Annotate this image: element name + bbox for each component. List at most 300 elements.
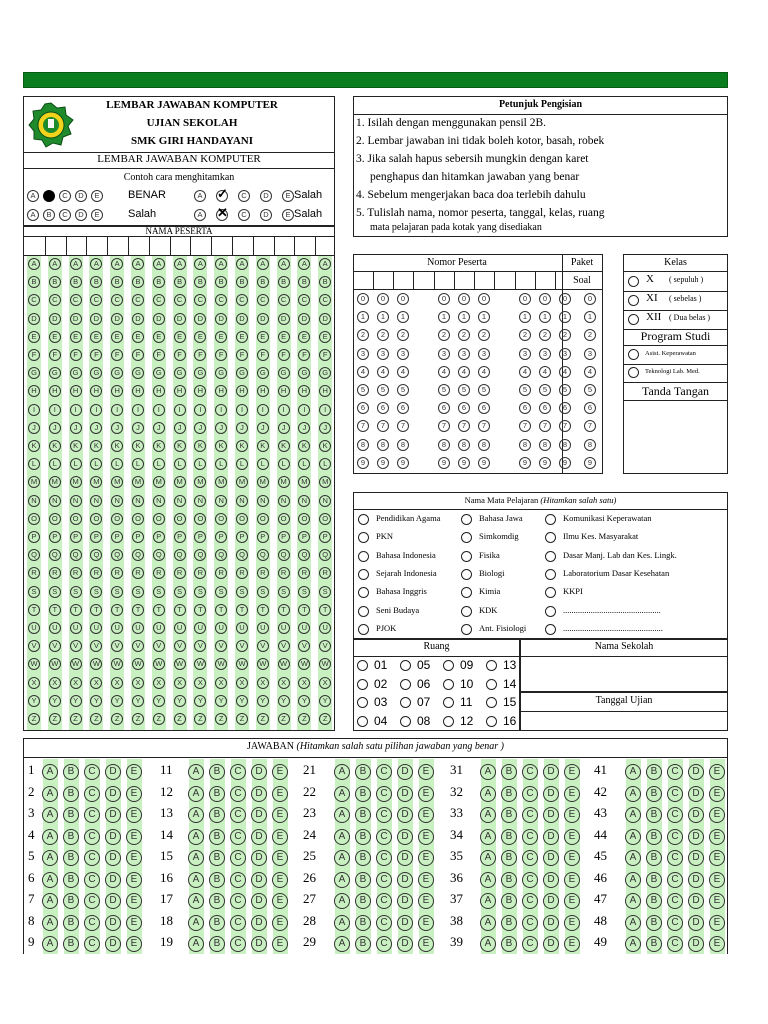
- answer-bubble[interactable]: A: [480, 764, 496, 780]
- name-bubble[interactable]: B: [132, 276, 144, 288]
- ruang-radio[interactable]: [400, 697, 411, 708]
- answer-bubble[interactable]: B: [501, 829, 517, 845]
- name-bubble[interactable]: G: [236, 367, 248, 379]
- name-bubble[interactable]: B: [153, 276, 165, 288]
- name-bubble[interactable]: Z: [28, 713, 40, 725]
- name-bubble[interactable]: B: [174, 276, 186, 288]
- answer-bubble[interactable]: A: [480, 786, 496, 802]
- nomor-bubble[interactable]: 9: [438, 457, 450, 469]
- answer-bubble[interactable]: A: [188, 872, 204, 888]
- answer-bubble[interactable]: E: [272, 850, 288, 866]
- nomor-bubble[interactable]: 6: [559, 402, 571, 414]
- name-bubble[interactable]: W: [90, 658, 102, 670]
- answer-bubble[interactable]: C: [522, 807, 538, 823]
- name-bubble[interactable]: I: [278, 404, 290, 416]
- nomor-bubble[interactable]: 3: [357, 348, 369, 360]
- name-bubble[interactable]: C: [278, 294, 290, 306]
- answer-bubble[interactable]: A: [625, 915, 641, 931]
- name-bubble[interactable]: A: [215, 258, 227, 270]
- nomor-bubble[interactable]: 9: [458, 457, 470, 469]
- answer-bubble[interactable]: A: [480, 936, 496, 952]
- name-bubble[interactable]: O: [298, 513, 310, 525]
- name-bubble[interactable]: R: [236, 567, 248, 579]
- answer-bubble[interactable]: A: [334, 807, 350, 823]
- name-bubble[interactable]: K: [28, 440, 40, 452]
- answer-bubble[interactable]: A: [625, 850, 641, 866]
- name-bubble[interactable]: C: [257, 294, 269, 306]
- name-bubble[interactable]: W: [298, 658, 310, 670]
- nomor-bubble[interactable]: 5: [458, 384, 470, 396]
- name-bubble[interactable]: R: [153, 567, 165, 579]
- name-bubble[interactable]: P: [236, 531, 248, 543]
- mapel-radio[interactable]: [545, 569, 556, 580]
- name-bubble[interactable]: H: [194, 385, 206, 397]
- nomor-bubble[interactable]: 5: [478, 384, 490, 396]
- name-bubble[interactable]: A: [236, 258, 248, 270]
- name-bubble[interactable]: V: [90, 640, 102, 652]
- name-bubble[interactable]: M: [174, 476, 186, 488]
- name-bubble[interactable]: B: [257, 276, 269, 288]
- name-bubble[interactable]: M: [236, 476, 248, 488]
- mapel-radio[interactable]: [358, 514, 369, 525]
- name-bubble[interactable]: R: [257, 567, 269, 579]
- name-bubble[interactable]: D: [194, 313, 206, 325]
- name-bubble[interactable]: Z: [319, 713, 331, 725]
- answer-bubble[interactable]: D: [251, 786, 267, 802]
- name-bubble[interactable]: O: [174, 513, 186, 525]
- nomor-bubble[interactable]: 1: [397, 311, 409, 323]
- name-bubble[interactable]: P: [132, 531, 144, 543]
- name-bubble[interactable]: S: [70, 586, 82, 598]
- program-radio[interactable]: [628, 349, 639, 360]
- nomor-bubble[interactable]: 6: [458, 402, 470, 414]
- answer-bubble[interactable]: D: [105, 764, 121, 780]
- name-bubble[interactable]: X: [153, 677, 165, 689]
- nomor-bubble[interactable]: 2: [458, 329, 470, 341]
- answer-bubble[interactable]: A: [480, 915, 496, 931]
- nomor-bubble[interactable]: 3: [539, 348, 551, 360]
- answer-bubble[interactable]: B: [355, 807, 371, 823]
- answer-bubble[interactable]: B: [63, 807, 79, 823]
- name-bubble[interactable]: B: [90, 276, 102, 288]
- name-bubble[interactable]: H: [70, 385, 82, 397]
- answer-bubble[interactable]: A: [334, 786, 350, 802]
- name-bubble[interactable]: A: [153, 258, 165, 270]
- name-bubble[interactable]: M: [70, 476, 82, 488]
- name-bubble[interactable]: T: [236, 604, 248, 616]
- name-bubble[interactable]: Q: [319, 549, 331, 561]
- answer-bubble[interactable]: E: [126, 786, 142, 802]
- answer-bubble[interactable]: E: [564, 850, 580, 866]
- name-bubble[interactable]: L: [298, 458, 310, 470]
- name-bubble[interactable]: M: [153, 476, 165, 488]
- name-bubble[interactable]: H: [174, 385, 186, 397]
- name-bubble[interactable]: R: [49, 567, 61, 579]
- name-bubble[interactable]: E: [174, 331, 186, 343]
- name-bubble[interactable]: J: [153, 422, 165, 434]
- name-bubble[interactable]: G: [174, 367, 186, 379]
- paket-bubble[interactable]: 7: [584, 420, 596, 432]
- name-bubble[interactable]: F: [194, 349, 206, 361]
- answer-bubble[interactable]: C: [522, 850, 538, 866]
- name-bubble[interactable]: O: [153, 513, 165, 525]
- name-bubble[interactable]: B: [28, 276, 40, 288]
- answer-bubble[interactable]: E: [418, 872, 434, 888]
- name-bubble[interactable]: Z: [153, 713, 165, 725]
- answer-bubble[interactable]: C: [84, 893, 100, 909]
- name-bubble[interactable]: Z: [298, 713, 310, 725]
- nomor-bubble[interactable]: 8: [478, 439, 490, 451]
- name-bubble[interactable]: C: [194, 294, 206, 306]
- name-bubble[interactable]: D: [49, 313, 61, 325]
- nomor-bubble[interactable]: 2: [478, 329, 490, 341]
- name-bubble[interactable]: O: [111, 513, 123, 525]
- answer-bubble[interactable]: D: [543, 786, 559, 802]
- name-bubble[interactable]: E: [90, 331, 102, 343]
- answer-bubble[interactable]: B: [501, 764, 517, 780]
- name-bubble[interactable]: S: [194, 586, 206, 598]
- name-bubble[interactable]: K: [174, 440, 186, 452]
- name-bubble[interactable]: D: [298, 313, 310, 325]
- answer-bubble[interactable]: C: [522, 764, 538, 780]
- answer-bubble[interactable]: E: [272, 764, 288, 780]
- answer-bubble[interactable]: E: [272, 786, 288, 802]
- answer-bubble[interactable]: E: [272, 915, 288, 931]
- name-bubble[interactable]: Q: [298, 549, 310, 561]
- name-bubble[interactable]: I: [49, 404, 61, 416]
- name-bubble[interactable]: O: [236, 513, 248, 525]
- name-bubble[interactable]: X: [28, 677, 40, 689]
- nomor-bubble[interactable]: 6: [539, 402, 551, 414]
- name-bubble[interactable]: C: [49, 294, 61, 306]
- name-bubble[interactable]: N: [70, 495, 82, 507]
- name-bubble[interactable]: U: [319, 622, 331, 634]
- answer-bubble[interactable]: D: [105, 936, 121, 952]
- name-bubble[interactable]: B: [319, 276, 331, 288]
- name-bubble[interactable]: Y: [70, 695, 82, 707]
- answer-bubble[interactable]: D: [688, 915, 704, 931]
- answer-bubble[interactable]: B: [646, 829, 662, 845]
- name-bubble[interactable]: H: [111, 385, 123, 397]
- name-bubble[interactable]: T: [215, 604, 227, 616]
- answer-bubble[interactable]: E: [564, 872, 580, 888]
- name-bubble[interactable]: A: [70, 258, 82, 270]
- name-bubble[interactable]: E: [215, 331, 227, 343]
- name-bubble[interactable]: I: [70, 404, 82, 416]
- name-bubble[interactable]: H: [278, 385, 290, 397]
- name-bubble[interactable]: K: [278, 440, 290, 452]
- answer-bubble[interactable]: E: [564, 807, 580, 823]
- paket-bubble[interactable]: 3: [584, 348, 596, 360]
- name-bubble[interactable]: Z: [215, 713, 227, 725]
- answer-bubble[interactable]: B: [63, 786, 79, 802]
- name-bubble[interactable]: H: [28, 385, 40, 397]
- answer-bubble[interactable]: A: [625, 872, 641, 888]
- name-bubble[interactable]: P: [49, 531, 61, 543]
- name-bubble[interactable]: L: [319, 458, 331, 470]
- answer-bubble[interactable]: E: [709, 872, 725, 888]
- name-bubble[interactable]: C: [319, 294, 331, 306]
- nomor-bubble[interactable]: 1: [357, 311, 369, 323]
- ruang-radio[interactable]: [443, 660, 454, 671]
- name-bubble[interactable]: F: [90, 349, 102, 361]
- answer-bubble[interactable]: C: [522, 786, 538, 802]
- name-bubble[interactable]: R: [278, 567, 290, 579]
- name-bubble[interactable]: X: [132, 677, 144, 689]
- name-bubble[interactable]: U: [111, 622, 123, 634]
- name-bubble[interactable]: Y: [174, 695, 186, 707]
- name-bubble[interactable]: Y: [28, 695, 40, 707]
- answer-bubble[interactable]: E: [126, 829, 142, 845]
- mapel-radio[interactable]: [358, 624, 369, 635]
- nomor-bubble[interactable]: 5: [377, 384, 389, 396]
- name-bubble[interactable]: X: [49, 677, 61, 689]
- answer-bubble[interactable]: E: [564, 915, 580, 931]
- name-bubble[interactable]: P: [111, 531, 123, 543]
- name-bubble[interactable]: M: [257, 476, 269, 488]
- answer-bubble[interactable]: C: [84, 850, 100, 866]
- name-bubble[interactable]: K: [236, 440, 248, 452]
- name-bubble[interactable]: F: [319, 349, 331, 361]
- answer-bubble[interactable]: E: [418, 764, 434, 780]
- nomor-bubble[interactable]: 0: [357, 293, 369, 305]
- answer-bubble[interactable]: D: [105, 829, 121, 845]
- answer-bubble[interactable]: C: [667, 764, 683, 780]
- answer-bubble[interactable]: B: [501, 807, 517, 823]
- answer-bubble[interactable]: E: [418, 807, 434, 823]
- name-bubble[interactable]: W: [319, 658, 331, 670]
- answer-bubble[interactable]: D: [105, 786, 121, 802]
- name-bubble[interactable]: G: [215, 367, 227, 379]
- program-radio[interactable]: [628, 367, 639, 378]
- name-bubble[interactable]: E: [132, 331, 144, 343]
- name-bubble[interactable]: U: [28, 622, 40, 634]
- name-bubble[interactable]: Y: [236, 695, 248, 707]
- answer-bubble[interactable]: C: [230, 786, 246, 802]
- name-bubble[interactable]: B: [298, 276, 310, 288]
- name-bubble[interactable]: U: [174, 622, 186, 634]
- name-bubble[interactable]: S: [236, 586, 248, 598]
- answer-bubble[interactable]: E: [709, 915, 725, 931]
- name-bubble[interactable]: Y: [257, 695, 269, 707]
- name-bubble[interactable]: C: [153, 294, 165, 306]
- nomor-bubble[interactable]: 9: [377, 457, 389, 469]
- answer-bubble[interactable]: C: [667, 829, 683, 845]
- name-bubble[interactable]: U: [257, 622, 269, 634]
- name-bubble[interactable]: L: [70, 458, 82, 470]
- mapel-radio[interactable]: [358, 569, 369, 580]
- nomor-bubble[interactable]: 9: [397, 457, 409, 469]
- answer-bubble[interactable]: C: [667, 872, 683, 888]
- answer-bubble[interactable]: C: [230, 807, 246, 823]
- nomor-bubble[interactable]: 3: [377, 348, 389, 360]
- nomor-bubble[interactable]: 4: [377, 366, 389, 378]
- name-bubble[interactable]: R: [90, 567, 102, 579]
- name-bubble[interactable]: S: [28, 586, 40, 598]
- answer-bubble[interactable]: D: [251, 829, 267, 845]
- name-bubble[interactable]: L: [49, 458, 61, 470]
- name-bubble[interactable]: Z: [257, 713, 269, 725]
- answer-bubble[interactable]: D: [543, 807, 559, 823]
- paket-bubble[interactable]: 6: [584, 402, 596, 414]
- answer-bubble[interactable]: B: [501, 915, 517, 931]
- answer-bubble[interactable]: D: [105, 872, 121, 888]
- name-bubble[interactable]: C: [111, 294, 123, 306]
- answer-bubble[interactable]: C: [522, 893, 538, 909]
- name-bubble[interactable]: L: [215, 458, 227, 470]
- answer-bubble[interactable]: E: [418, 893, 434, 909]
- name-bubble[interactable]: F: [257, 349, 269, 361]
- name-bubble[interactable]: V: [132, 640, 144, 652]
- nomor-bubble[interactable]: 3: [458, 348, 470, 360]
- name-bubble[interactable]: N: [174, 495, 186, 507]
- nomor-bubble[interactable]: 2: [438, 329, 450, 341]
- answer-bubble[interactable]: D: [397, 807, 413, 823]
- answer-bubble[interactable]: E: [564, 829, 580, 845]
- name-bubble[interactable]: S: [174, 586, 186, 598]
- name-bubble[interactable]: H: [153, 385, 165, 397]
- name-bubble[interactable]: U: [153, 622, 165, 634]
- name-bubble[interactable]: T: [257, 604, 269, 616]
- name-bubble[interactable]: M: [319, 476, 331, 488]
- nomor-bubble[interactable]: 5: [438, 384, 450, 396]
- name-bubble[interactable]: G: [132, 367, 144, 379]
- answer-bubble[interactable]: D: [688, 872, 704, 888]
- nomor-bubble[interactable]: 8: [539, 439, 551, 451]
- answer-bubble[interactable]: E: [709, 807, 725, 823]
- nomor-bubble[interactable]: 7: [559, 420, 571, 432]
- name-bubble[interactable]: F: [153, 349, 165, 361]
- nomor-bubble[interactable]: 2: [357, 329, 369, 341]
- name-bubble[interactable]: R: [215, 567, 227, 579]
- name-bubble[interactable]: P: [90, 531, 102, 543]
- name-bubble[interactable]: R: [298, 567, 310, 579]
- name-bubble[interactable]: Q: [49, 549, 61, 561]
- name-bubble[interactable]: C: [90, 294, 102, 306]
- name-bubble[interactable]: W: [153, 658, 165, 670]
- name-bubble[interactable]: T: [174, 604, 186, 616]
- answer-bubble[interactable]: A: [625, 807, 641, 823]
- answer-bubble[interactable]: A: [42, 915, 58, 931]
- name-bubble[interactable]: J: [174, 422, 186, 434]
- name-bubble[interactable]: X: [70, 677, 82, 689]
- nomor-bubble[interactable]: 9: [357, 457, 369, 469]
- name-bubble[interactable]: J: [194, 422, 206, 434]
- name-bubble[interactable]: L: [111, 458, 123, 470]
- name-bubble[interactable]: X: [111, 677, 123, 689]
- answer-bubble[interactable]: C: [522, 915, 538, 931]
- name-bubble[interactable]: Z: [70, 713, 82, 725]
- name-bubble[interactable]: F: [132, 349, 144, 361]
- nomor-bubble[interactable]: 2: [559, 329, 571, 341]
- answer-bubble[interactable]: E: [272, 829, 288, 845]
- name-bubble[interactable]: M: [194, 476, 206, 488]
- name-bubble[interactable]: P: [278, 531, 290, 543]
- answer-bubble[interactable]: C: [667, 936, 683, 952]
- name-bubble[interactable]: G: [49, 367, 61, 379]
- answer-bubble[interactable]: E: [709, 850, 725, 866]
- nomor-bubble[interactable]: 8: [357, 439, 369, 451]
- name-bubble[interactable]: C: [236, 294, 248, 306]
- name-bubble[interactable]: A: [90, 258, 102, 270]
- answer-bubble[interactable]: A: [334, 850, 350, 866]
- name-bubble[interactable]: U: [194, 622, 206, 634]
- name-bubble[interactable]: D: [90, 313, 102, 325]
- paket-bubble[interactable]: 5: [584, 384, 596, 396]
- answer-bubble[interactable]: B: [646, 893, 662, 909]
- answer-bubble[interactable]: D: [397, 893, 413, 909]
- name-bubble[interactable]: I: [319, 404, 331, 416]
- nomor-bubble[interactable]: 6: [377, 402, 389, 414]
- answer-bubble[interactable]: B: [355, 786, 371, 802]
- ruang-radio[interactable]: [400, 716, 411, 727]
- answer-bubble[interactable]: D: [251, 807, 267, 823]
- answer-bubble[interactable]: A: [480, 807, 496, 823]
- name-bubble[interactable]: W: [257, 658, 269, 670]
- name-bubble[interactable]: P: [28, 531, 40, 543]
- nomor-bubble[interactable]: 8: [519, 439, 531, 451]
- name-bubble[interactable]: N: [298, 495, 310, 507]
- answer-bubble[interactable]: B: [355, 936, 371, 952]
- answer-bubble[interactable]: E: [564, 936, 580, 952]
- answer-bubble[interactable]: E: [126, 915, 142, 931]
- nomor-bubble[interactable]: 8: [397, 439, 409, 451]
- nomor-bubble[interactable]: 8: [559, 439, 571, 451]
- paket-bubble[interactable]: 2: [584, 329, 596, 341]
- paket-bubble[interactable]: 1: [584, 311, 596, 323]
- name-bubble[interactable]: W: [132, 658, 144, 670]
- answer-bubble[interactable]: D: [251, 850, 267, 866]
- answer-bubble[interactable]: A: [188, 915, 204, 931]
- name-bubble[interactable]: W: [194, 658, 206, 670]
- name-bubble[interactable]: K: [90, 440, 102, 452]
- name-bubble[interactable]: M: [111, 476, 123, 488]
- nomor-bubble[interactable]: 1: [559, 311, 571, 323]
- nomor-bubble[interactable]: 6: [397, 402, 409, 414]
- name-bubble[interactable]: D: [215, 313, 227, 325]
- answer-bubble[interactable]: C: [84, 872, 100, 888]
- answer-bubble[interactable]: C: [84, 786, 100, 802]
- name-bubble[interactable]: J: [49, 422, 61, 434]
- answer-bubble[interactable]: B: [646, 786, 662, 802]
- name-bubble[interactable]: M: [215, 476, 227, 488]
- nomor-bubble[interactable]: 1: [438, 311, 450, 323]
- answer-bubble[interactable]: B: [63, 850, 79, 866]
- name-bubble[interactable]: O: [278, 513, 290, 525]
- nomor-bubble[interactable]: 2: [377, 329, 389, 341]
- nomor-bubble[interactable]: 0: [458, 293, 470, 305]
- nomor-bubble[interactable]: 4: [397, 366, 409, 378]
- answer-bubble[interactable]: B: [63, 893, 79, 909]
- name-bubble[interactable]: W: [278, 658, 290, 670]
- name-bubble[interactable]: I: [257, 404, 269, 416]
- name-bubble[interactable]: M: [298, 476, 310, 488]
- nomor-bubble[interactable]: 8: [377, 439, 389, 451]
- answer-bubble[interactable]: E: [272, 936, 288, 952]
- nomor-bubble[interactable]: 0: [559, 293, 571, 305]
- name-bubble[interactable]: N: [194, 495, 206, 507]
- nomor-bubble[interactable]: 5: [559, 384, 571, 396]
- name-bubble[interactable]: Y: [319, 695, 331, 707]
- answer-bubble[interactable]: D: [251, 764, 267, 780]
- nomor-bubble[interactable]: 3: [559, 348, 571, 360]
- name-bubble[interactable]: T: [278, 604, 290, 616]
- name-bubble[interactable]: J: [28, 422, 40, 434]
- answer-bubble[interactable]: D: [543, 936, 559, 952]
- name-bubble[interactable]: W: [215, 658, 227, 670]
- answer-bubble[interactable]: D: [397, 850, 413, 866]
- name-bubble[interactable]: V: [28, 640, 40, 652]
